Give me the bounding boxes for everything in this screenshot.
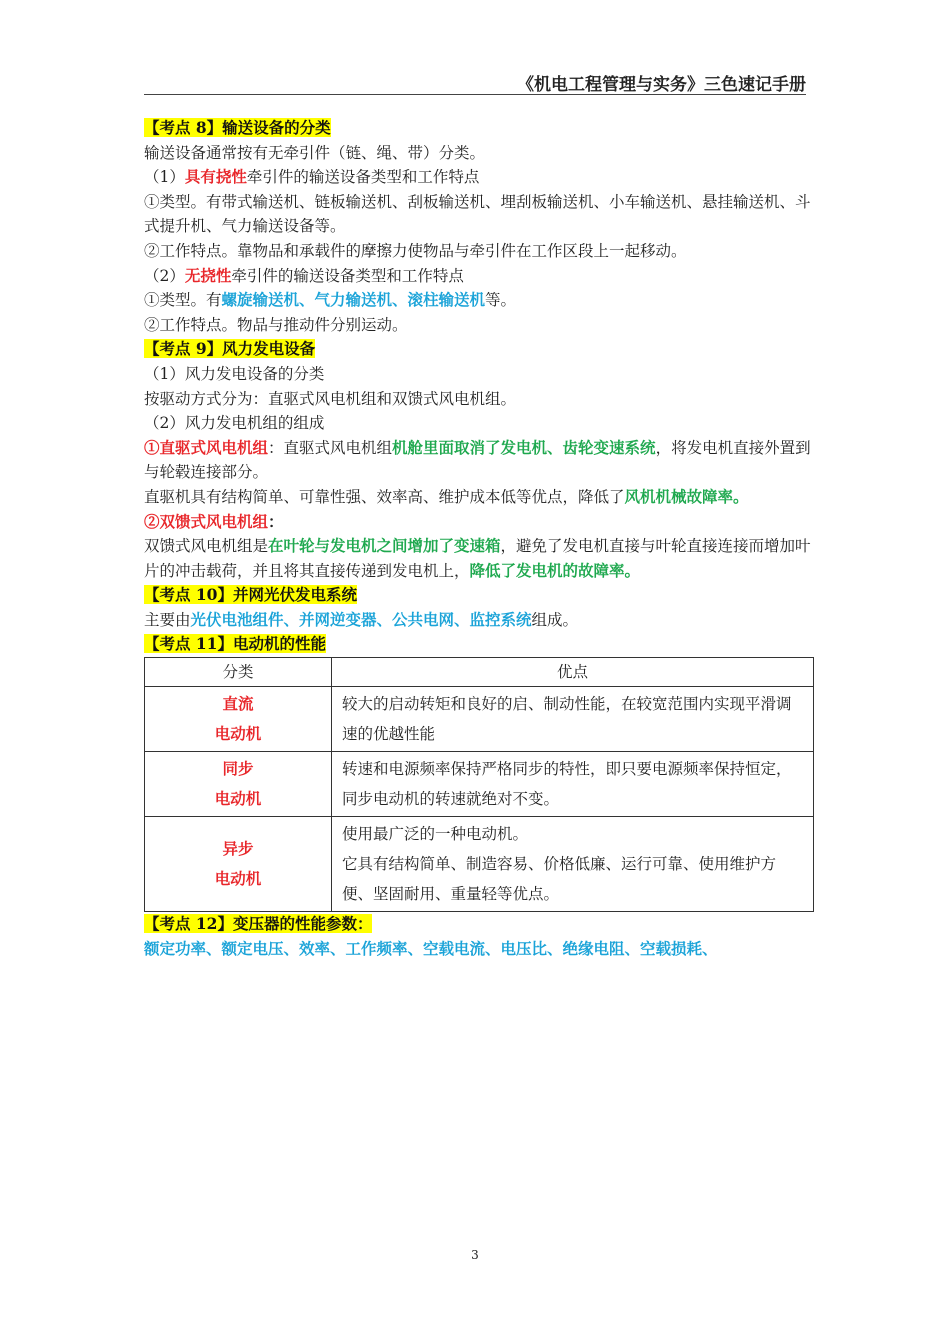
col-advantage: 优点 [332,658,814,687]
kp8-feature1: ②工作特点。靠物品和承载件的摩擦力使物品与牵引件在工作区段上一起移动。 [144,241,687,260]
document-body [144,116,812,961]
kp9-dfig-desc: 双馈式风电机组是在叶轮与发电机之间增加了变速箱，避免了发电机直接与叶轮直接连接而增加叶片的冲击载荷，并且将其直接传递到发电机上，降低了发电机的故障率。 [144,536,811,580]
page-header [144,70,806,95]
row-category: 直流 电动机 [145,687,332,752]
kp8-type1: ①类型。有带式输送机、链板输送机、刮板输送机、埋刮板输送机、小车输送机、悬挂输送机、斗式提升机、气力输送设备等。 [144,192,811,236]
kp8-type2: ①类型。有螺旋输送机、气力输送机、滚柱输送机等。 [144,290,517,310]
page-number: 3 [471,1248,479,1262]
kp12-title: 【考点 12】变压器的性能参数： [144,914,373,934]
row-category: 同步 电动机 [145,752,332,817]
motor-table [144,657,814,912]
kp9-direct-adv: 直驱机具有结构简单、可靠性强、效率高、维护成本低等优点，降低了风机机械故障率。 [144,486,749,506]
table-row [145,817,814,912]
row-desc: 转速和电源频率保持严格同步的特性，即只要电源频率保持恒定，同步电动机的转速就绝对不变。 [332,752,814,817]
kp9-sub2: （2）风力发电机组的组成 [144,414,325,433]
kp8-sub1: （1）具有挠性牵引件的输送设备类型和工作特点 [144,167,480,187]
kp9-drive: 按驱动方式分为：直驱式风电机组和双馈式风电机组。 [144,389,517,408]
kp8-intro: 输送设备通常按有无牵引件（链、绳、带）分类。 [144,143,486,162]
kp8-sub2: （2）无挠性牵引件的输送设备类型和工作特点 [144,265,464,285]
kp10-title: 【考点 10】并网光伏发电系统 [144,585,357,605]
kp12-params: 额定功率、额定电压、效率、工作频率、空载电流、电压比、绝缘电阻、空载损耗、 [144,938,718,958]
kp10-body: 主要由光伏电池组件、并网逆变器、公共电网、监控系统组成。 [144,609,579,629]
col-category: 分类 [145,658,332,687]
kp8-title: 【考点 8】输送设备的分类 [144,118,331,137]
kp9-sub1: （1）风力发电设备的分类 [144,364,325,383]
kp9-dfig: ②双馈式风电机组： [144,511,284,531]
table-header-row [145,658,814,687]
kp9-direct: ①直驱式风电机组：直驱式风电机组机舱里面取消了发电机、齿轮变速系统，将发电机直接外置到与轮毂连接部分。 [144,437,811,482]
kp9-title: 【考点 9】风力发电设备 [144,339,316,359]
kp11-title: 【考点 11】电动机的性能 [144,634,326,654]
row-desc: 使用最广泛的一种电动机。 它具有结构简单、制造容易、价格低廉、运行可靠、使用维护方便、坚固耐用、重量轻等优点。 [332,817,814,912]
row-desc: 较大的启动转矩和良好的启、制动性能，在较宽范围内实现平滑调速的优越性能 [332,687,814,752]
kp8-feature2: ②工作特点。物品与推动件分别运动。 [144,315,408,334]
table-row [145,687,814,752]
header-title: 《机电工程管理与实务》三色速记手册 [517,75,806,95]
row-category: 异步 电动机 [145,817,332,912]
table-row [145,752,814,817]
